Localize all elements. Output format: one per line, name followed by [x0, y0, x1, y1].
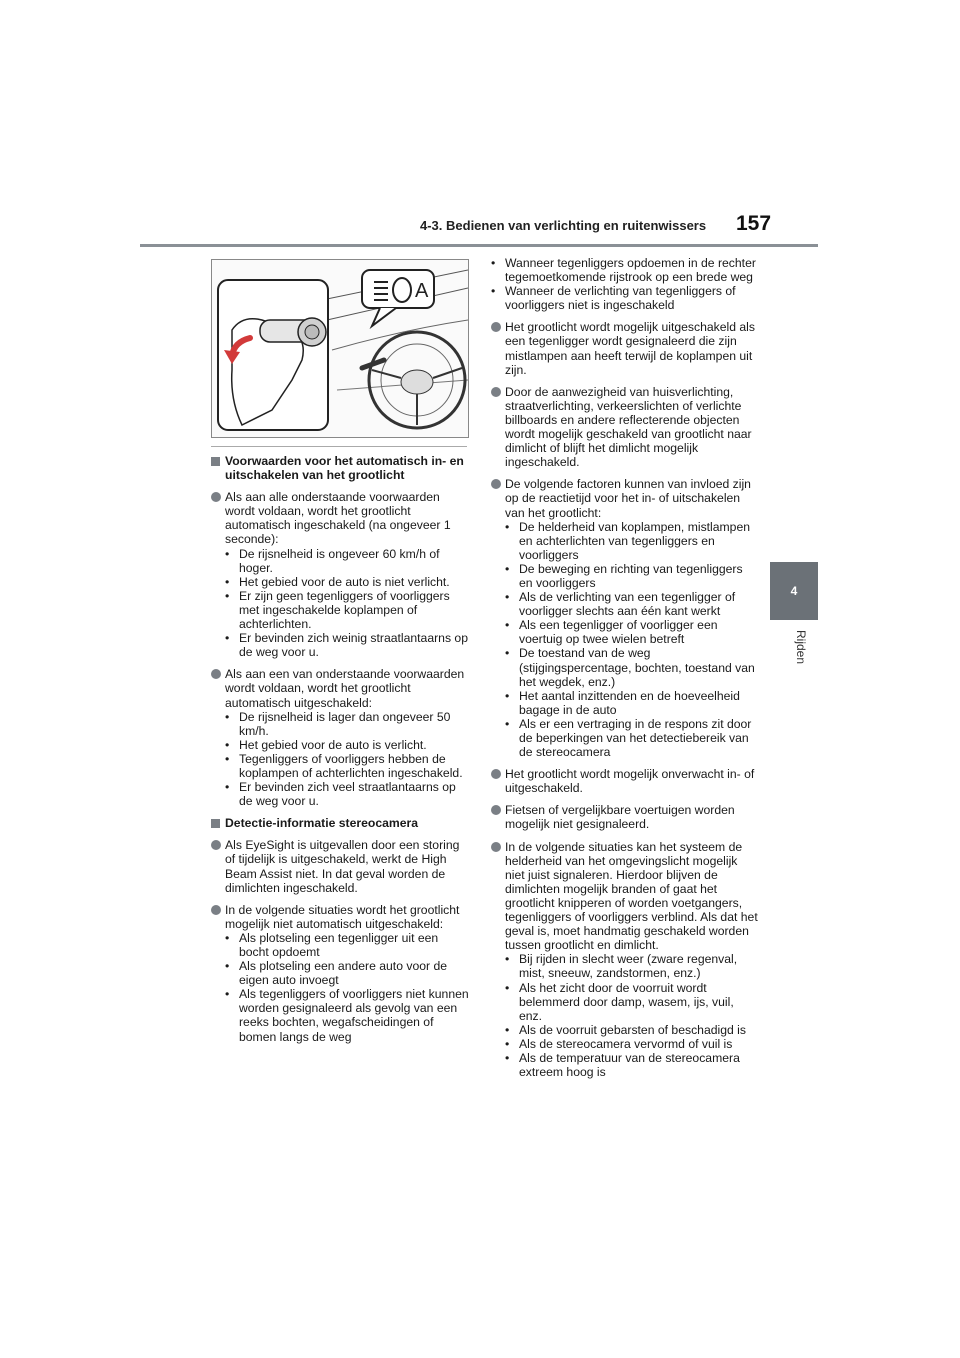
list-item: • Als tegenliggers of voorliggers niet kunnen worden gesignaleerd als gevolg van een reeks bochten, wegafscheidingen of bomen langs de weg — [225, 987, 469, 1044]
circle-bullet-icon — [491, 842, 501, 852]
list-item: • Er bevinden zich weinig straatlantaarns op de weg voor u. — [225, 631, 468, 660]
paragraph-unexpected: Het grootlicht wordt mogelijk onverwacht in- of uitgeschakeld. — [491, 767, 759, 795]
auto-high-beam-icon: A — [415, 280, 429, 302]
header-rule — [140, 244, 818, 247]
list-item: • Wanneer tegenliggers opdoemen in de rechter tegemoetkomende rijstrook op een brede weg — [491, 256, 756, 285]
list-item: • Wanneer de verlichting van tegenliggers of voorliggers niet is ingeschakeld — [491, 284, 736, 313]
list-item: • De toestand van de weg (stijgingspercentage, bochten, toestand van het wegdek, enz.) — [505, 646, 755, 689]
circle-bullet-icon — [491, 479, 501, 489]
page-number: 157 — [736, 212, 772, 235]
paragraph-fog-lamps: Het grootlicht wordt mogelijk uitgeschakeld als een tegenligger wordt gesignaleerd die zijn mistlampen aan heeft terwijl de koplampen uit zijn. — [491, 320, 759, 376]
list-item: • Bij rijden in slecht weer (zware regenval, mist, sneeuw, zandstormen, enz.) — [505, 952, 738, 981]
circle-bullet-icon — [491, 769, 501, 779]
list-item: • Als de stereocamera vervormd of vuil is — [505, 1036, 733, 1051]
paragraph-ambient-light: In de volgende situaties kan het systeem de helderheid van het omgevingslicht mogelijk niet juist signaleren. Hierdoor blijven de dimlichten mogelijk branden of gaat het grootlicht knipperen of worden voetgangers, tegenliggers of voorliggers verblind. Als dat het geval is, moet handmatig geschakeld worden tussen grootlicht en dimlicht. • Bij rijden in slecht weer (zware regenval, mist, sneeuw, zandstormen, enz.) • Als het zicht door de voorruit wordt belemmerd door damp, wasem, ijs, vuil, enz. • Als de voorruit gebarsten of beschadigd is • Als de stereocamera vervormd of vuil is • Als de temperatuur van de stereocamera extreem hoog is — [491, 840, 759, 1080]
list-item: • De rijsnelheid is ongeveer 60 km/h of hoger. — [225, 546, 440, 575]
circle-bullet-icon — [491, 805, 501, 815]
list-item: • De helderheid van koplampen, mistlampen en achterlichten van tegenliggers en voorliggers — [505, 519, 751, 562]
circle-bullet-icon — [211, 905, 221, 915]
list-item: • Er bevinden zich veel straatlantaarns op de weg voor u. — [225, 780, 456, 809]
circle-bullet-icon — [211, 669, 221, 679]
headlight-switch-illustration — [211, 259, 469, 438]
square-bullet-icon — [211, 457, 220, 466]
square-bullet-icon — [211, 819, 220, 828]
heading-automatic-conditions: Voorwaarden voor het automatisch in- en uitschakelen van het grootlicht — [211, 454, 471, 482]
list-item: • Er zijn geen tegenliggers of voorliggers met ingeschakelde koplampen of achterlichten. — [225, 588, 450, 632]
chapter-number: 4 — [790, 584, 798, 598]
list-item: • Als de temperatuur van de stereocamera extreem hoog is — [505, 1050, 740, 1080]
list-item: • Als plotseling een andere auto voor de eigen auto invoegt — [225, 959, 448, 988]
continued-list — [491, 256, 759, 312]
list-item: • Als plotseling een tegenligger uit een bocht opdoemt — [225, 930, 439, 959]
paragraph-reflecting-objects: Door de aanwezigheid van huisverlichting, straatverlichting, verkeerslichten of verlichte billboards en andere reflecterende objecten wordt mogelijk geschakeld van grootlicht naar dimlicht of blijft het dimlicht mogelijk ingeschakeld. — [491, 385, 759, 470]
paragraph-reaction-time: De volgende factoren kunnen van invloed zijn op de reactietijd voor het in- of uitschakelen van het grootlicht: • De helderheid van koplampen, mistlampen en achterlichten van tegenliggers en voorliggers • De beweging en richting van tegenliggers en voorliggers • Als de verlichting van een tegenligger of voorligger slechts aan één kant werkt • Als een tegenligger of voorligger een voertuig op twee wielen betreft • De toestand van de weg (stijgingspercentage, bochten, toestand van het wegdek, enz.) • Het aantal inzittenden en de hoeveelheid bagage in de auto • Als er een vertraging in de respons zit door de beperkingen van het detectiebereik van de stereocamera — [491, 477, 759, 759]
heading-stereocamera: Detectie-informatie stereocamera — [211, 816, 471, 830]
list-item: • Als het zicht door de voorruit wordt belemmerd door damp, wasem, ijs, vuil, enz. — [505, 980, 734, 1023]
list-item: • Als een tegenligger of voorligger een voertuig op twee wielen betreft — [505, 618, 718, 647]
list-item: • Als de voorruit gebarsten of beschadigd is — [505, 1022, 746, 1037]
list-item: • De beweging en richting van tegenliggers en voorliggers — [505, 561, 743, 590]
list-item: • Het aantal inzittenden en de hoeveelheid bagage in de auto — [505, 688, 740, 717]
circle-bullet-icon — [211, 492, 221, 502]
circle-bullet-icon — [491, 387, 501, 397]
paragraph-not-switched-off: In de volgende situaties wordt het grootlicht mogelijk niet automatisch uitgeschakeld: • Als plotseling een tegenligger uit een bocht opdoemt • Als plotseling een andere auto voor de eigen auto invoegt • Als tegenliggers of voorliggers niet kunnen worden gesignaleerd als gevolg van een reeks bochten, wegafscheidingen of bomen langs de weg — [211, 903, 471, 1044]
circle-bullet-icon — [491, 322, 501, 332]
paragraph-bicycles: Fietsen of vergelijkbare voertuigen worden mogelijk niet gesignaleerd. — [491, 803, 759, 831]
circle-bullet-icon — [211, 840, 221, 850]
paragraph-eyesight: Als EyeSight is uitgevallen door een storing of tijdelijk is uitgeschakeld, werkt de High Beam Assist niet. In dat geval worden de dimlichten ingeschakeld. — [211, 838, 471, 894]
list-item: • Als de verlichting van een tegenligger of voorligger slechts aan één kant werkt — [505, 590, 736, 619]
list-item: • De rijsnelheid is lager dan ongeveer 50 km/h. — [225, 709, 451, 738]
paragraph-switch-on: Als aan alle onderstaande voorwaarden wordt voldaan, wordt het grootlicht automatisch ingeschakeld (na ongeveer 1 seconde): • De rijsnelheid is ongeveer 60 km/h of hoger. • Het gebied voor de auto is niet verlicht. • Er zijn geen tegenliggers of voorliggers met ingeschakelde koplampen of achterlichten. • Er bevinden zich weinig straatlantaarns op de weg voor u. — [211, 490, 471, 659]
list-item: • Het gebied voor de auto is verlicht. — [225, 737, 427, 752]
right-column — [491, 256, 759, 1087]
list-item: • Tegenliggers of voorliggers hebben de koplampen of achterlichten ingeschakeld. — [225, 751, 463, 780]
illustration-svg — [212, 260, 468, 437]
left-column — [211, 454, 471, 1052]
figure-separator — [211, 446, 467, 447]
chapter-tab[interactable] — [770, 562, 818, 620]
section-title: 4-3. Bedienen van verlichting en ruitenwissers — [420, 218, 707, 233]
list-item: • Het gebied voor de auto is niet verlicht. — [225, 574, 450, 589]
list-item: • Als er een vertraging in de respons zit door de beperkingen van het detectiebereik van de stereocamera — [505, 716, 752, 760]
chapter-label: Rijden — [794, 630, 808, 665]
paragraph-switch-off: Als aan een van onderstaande voorwaarden wordt voldaan, wordt het grootlicht automatisch uitgeschakeld: • De rijsnelheid is lager dan ongeveer 50 km/h. • Het gebied voor de auto is verlicht. • Tegenliggers of voorliggers hebben de koplampen of achterlichten ingeschakeld. • Er bevinden zich veel straatlantaarns op de weg voor u. — [211, 667, 471, 808]
